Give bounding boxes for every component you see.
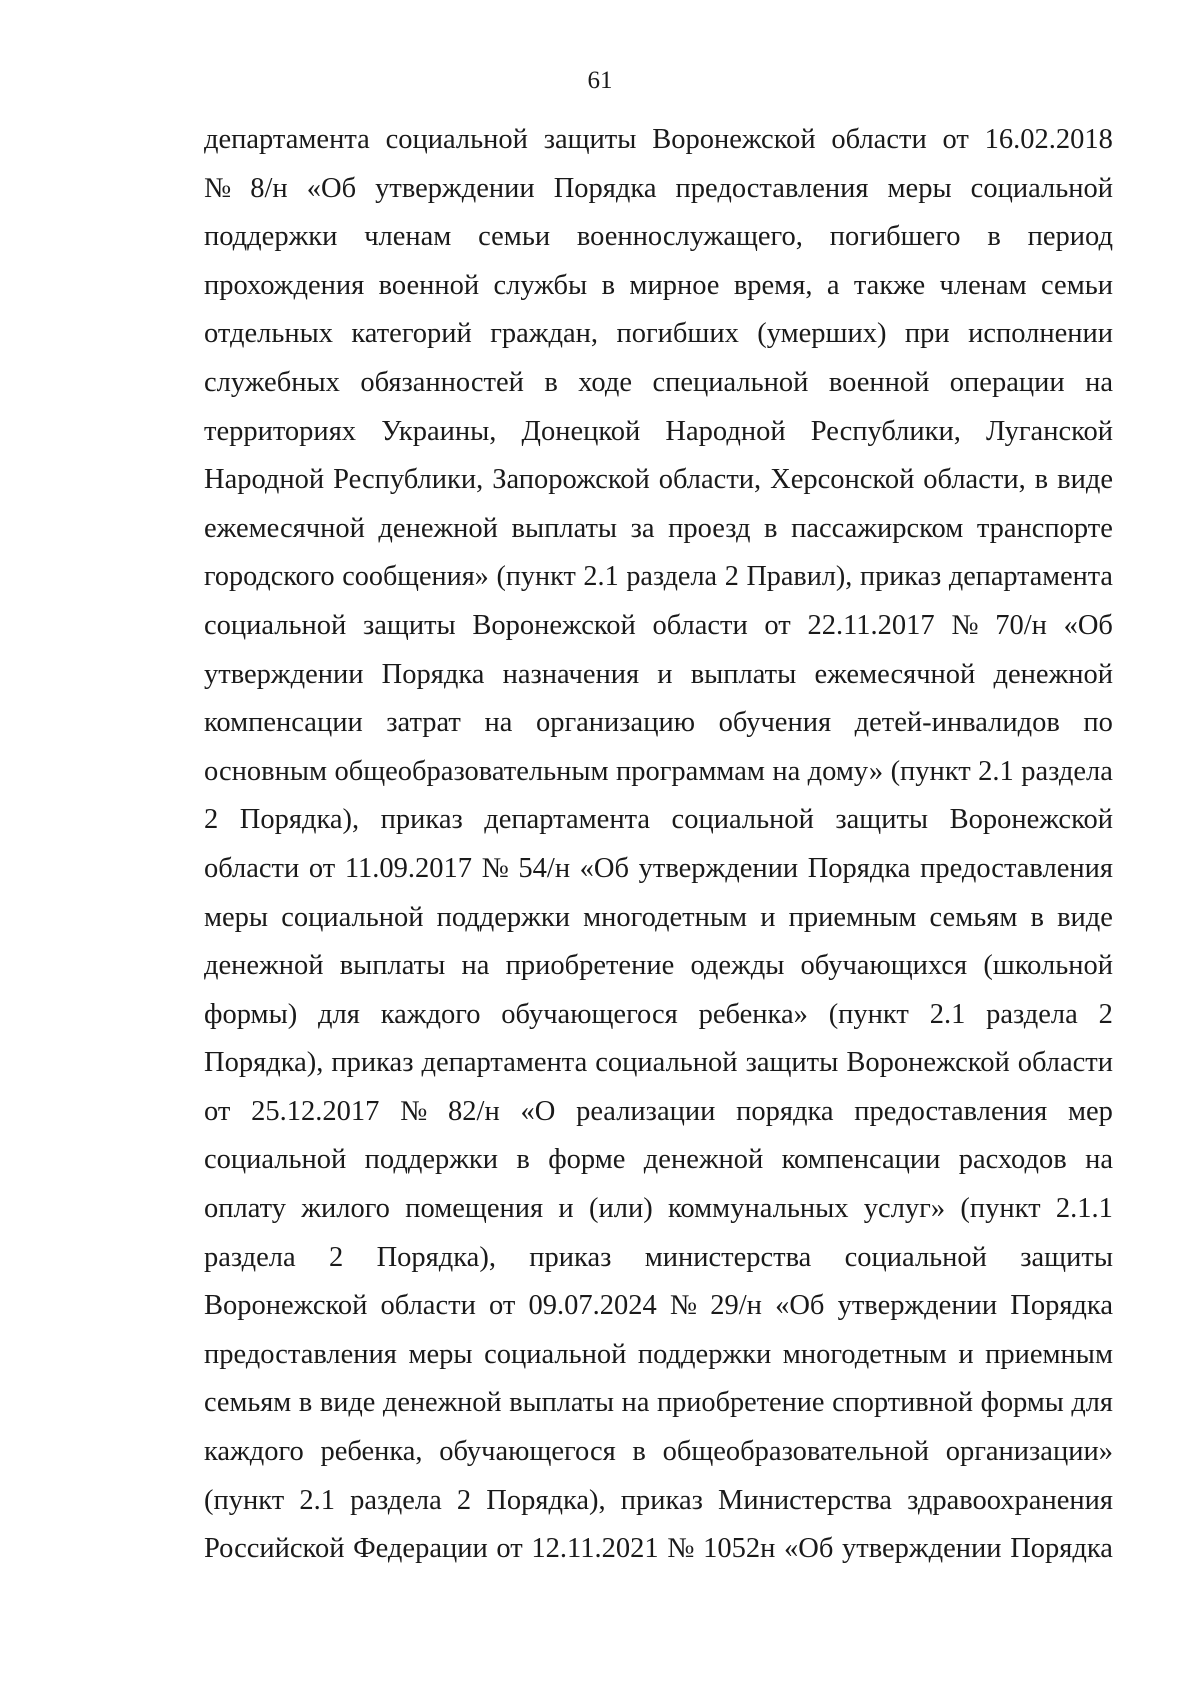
text-line: меры социальной поддержки многодетным и приемным семьям в виде: [204, 901, 1113, 933]
text-line: № 8/н «Об утверждении Порядка предоставления меры социальной: [204, 172, 1113, 204]
text-line: (пункт 2.1 раздела 2 Порядка), приказ Министерства здравоохранения: [204, 1484, 1113, 1516]
text-line: денежной выплаты на приобретение одежды обучающихся (школьной: [204, 950, 1113, 982]
text-line: раздела 2 Порядка), приказ министерства социальной защиты: [204, 1241, 1113, 1273]
text-line: области от 11.09.2017 № 54/н «Об утверждении Порядка предоставления: [204, 852, 1113, 884]
text-line: Порядка), приказ департамента социальной защиты Воронежской области: [204, 1047, 1113, 1079]
text-line: социальной защиты Воронежской области от 22.11.2017 № 70/н «Об: [204, 609, 1113, 641]
text-line: каждого ребенка, обучающегося в общеобразовательной организации»: [204, 1436, 1113, 1468]
text-line: прохождения военной службы в мирное время, а также членам семьи: [204, 269, 1113, 301]
text-line: компенсации затрат на организацию обучения детей-инвалидов по: [204, 707, 1113, 739]
text-line: ежемесячной денежной выплаты за проезд в пассажирском транспорте: [204, 512, 1113, 544]
text-line: формы) для каждого обучающегося ребенка» (пункт 2.1 раздела 2: [204, 998, 1113, 1030]
text-line: Российской Федерации от 12.11.2021 № 1052н «Об утверждении Порядка: [204, 1533, 1113, 1565]
text-line: основным общеобразовательным программам на дому» (пункт 2.1 раздела: [204, 755, 1113, 787]
text-line: территориях Украины, Донецкой Народной Республики, Луганской: [204, 415, 1113, 447]
body-text: [204, 116, 1113, 1574]
text-line: отдельных категорий граждан, погибших (умерших) при исполнении: [204, 318, 1113, 350]
text-line: департамента социальной защиты Воронежской области от 16.02.2018: [204, 124, 1113, 155]
text-line: 2 Порядка), приказ департамента социальной защиты Воронежской: [204, 804, 1113, 836]
text-line: социальной поддержки в форме денежной компенсации расходов на: [204, 1144, 1113, 1176]
text-line: Воронежской области от 09.07.2024 № 29/н «Об утверждении Порядка: [204, 1290, 1113, 1322]
text-line: поддержки членам семьи военнослужащего, погибшего в период: [204, 221, 1113, 253]
text-line: оплату жилого помещения и (или) коммунальных услуг» (пункт 2.1.1: [204, 1193, 1113, 1225]
text-line: служебных обязанностей в ходе специальной военной операции на: [204, 366, 1113, 398]
text-line: Народной Республики, Запорожской области, Херсонской области, в виде: [204, 464, 1113, 496]
text-line: городского сообщения» (пункт 2.1 раздела 2 Правил), приказ департамента: [204, 561, 1113, 593]
text-line: семьям в виде денежной выплаты на приобретение спортивной формы для: [204, 1387, 1113, 1419]
page-number: 61: [587, 67, 613, 94]
text-line: предоставления меры социальной поддержки многодетным и приемным: [204, 1338, 1113, 1370]
text-line: утверждении Порядка назначения и выплаты ежемесячной денежной: [204, 658, 1113, 690]
text-line: от 25.12.2017 № 82/н «О реализации порядка предоставления мер: [204, 1095, 1113, 1127]
